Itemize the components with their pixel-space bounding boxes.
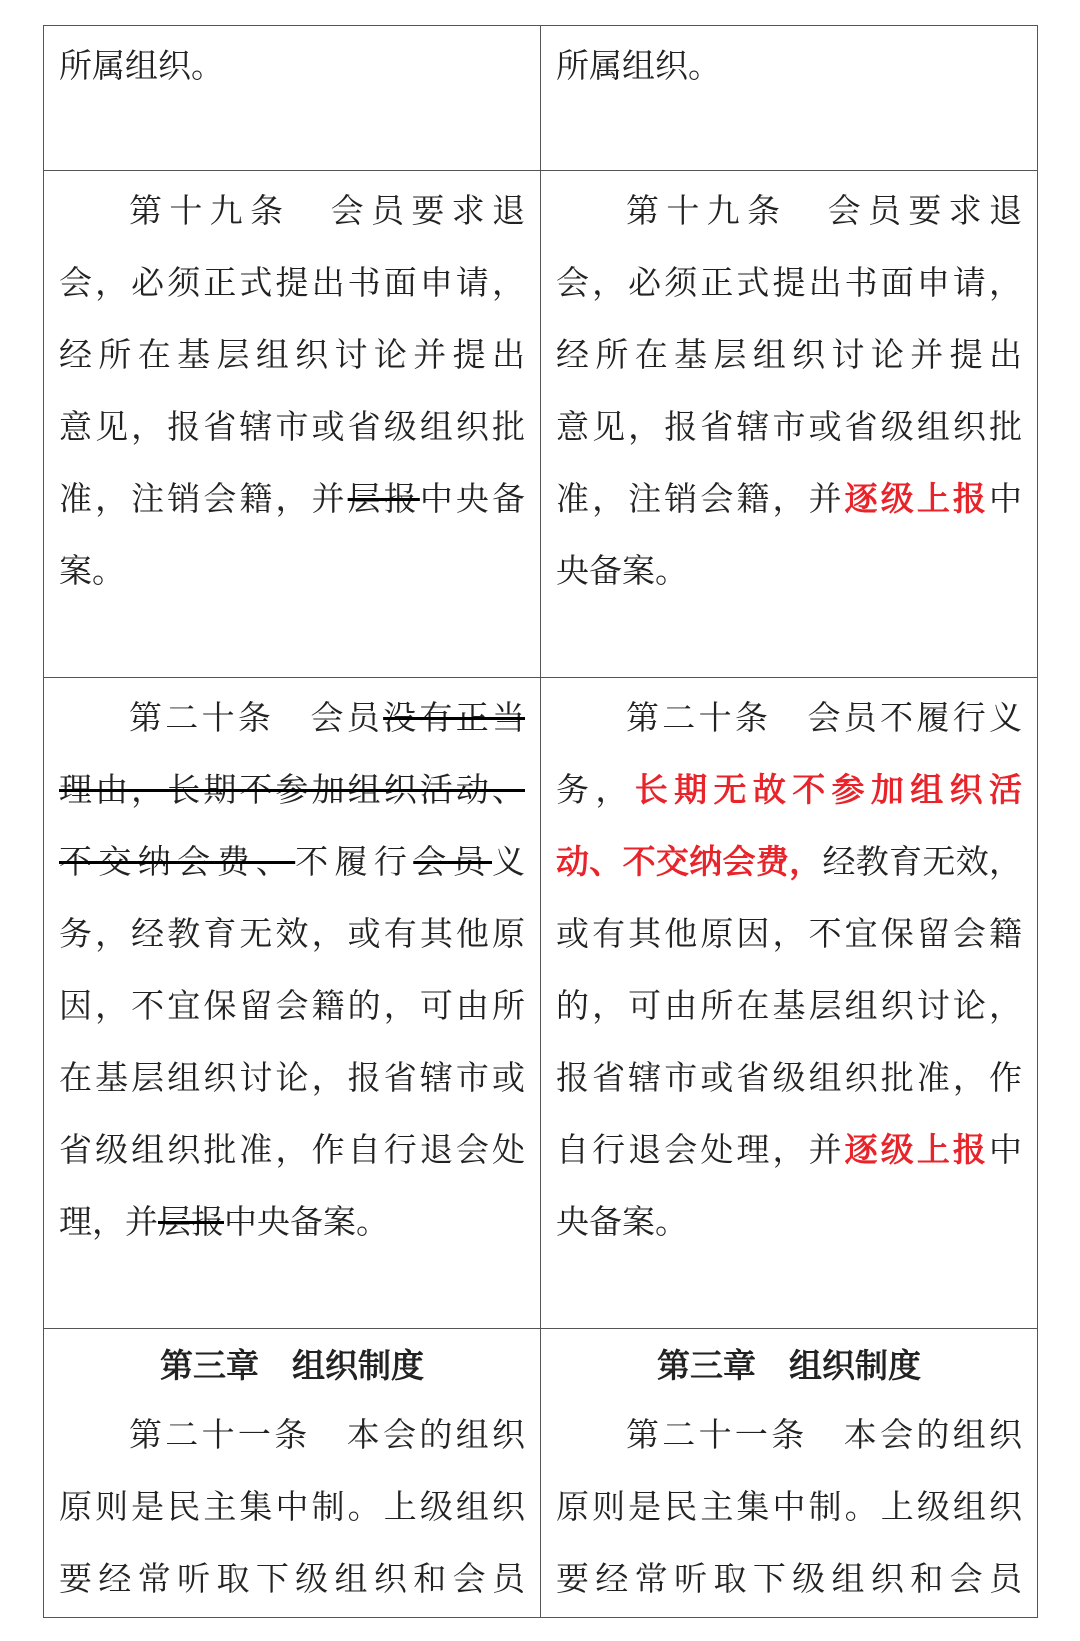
text-line — [556, 175, 1022, 247]
text-segment: 理，并 — [59, 1202, 158, 1241]
text-segment: 或有其他原因，不宜保留会籍 — [556, 914, 1022, 953]
added-text: 长期无故不参加组织活 — [634, 770, 1023, 809]
text-line — [59, 30, 525, 102]
text-line — [59, 1186, 525, 1258]
original-text-cell — [44, 171, 541, 678]
text-segment: 的，可由所在基层组织讨论， — [556, 986, 1022, 1025]
chapter-heading: 第三章 组织制度 — [160, 1346, 424, 1385]
text-line — [59, 319, 525, 391]
text-segment: 经所在基层组织讨论并提出 — [556, 335, 1022, 374]
text-line — [59, 898, 525, 970]
deleted-text: 会员 — [413, 842, 493, 881]
text-segment: 原则是民主集中制。上级组织 — [556, 1487, 1022, 1526]
text-segment: 中央备案。 — [224, 1202, 389, 1241]
text-segment: 务，经教育无效，或有其他原 — [59, 914, 525, 953]
added-text: 逐级上报 — [844, 1130, 990, 1169]
text-segment: 在基层组织讨论，报省辖市或 — [59, 1058, 525, 1097]
deleted-text: 不交纳会费、 — [59, 842, 296, 881]
text-line — [556, 1186, 1022, 1258]
chapter-heading: 第三章 组织制度 — [657, 1346, 921, 1385]
text-segment: 中 — [989, 1130, 1023, 1169]
text-segment: 案。 — [59, 551, 125, 590]
text-line — [59, 1543, 525, 1615]
text-line — [59, 1114, 525, 1186]
table-row — [44, 678, 1038, 1329]
text-line — [556, 1399, 1022, 1471]
text-segment: 所属组织。 — [556, 46, 721, 85]
text-segment: 意见，报省辖市或省级组织批 — [59, 407, 525, 446]
deleted-text: 没有正当 — [383, 698, 526, 737]
text-line — [556, 682, 1022, 754]
added-text: 动、不交纳会费， — [556, 842, 823, 881]
text-line — [556, 1543, 1022, 1615]
text-line — [59, 247, 525, 319]
text-line — [59, 1399, 525, 1471]
table-row — [44, 171, 1038, 678]
text-line — [556, 391, 1022, 463]
text-segment: 义 — [492, 842, 526, 881]
added-text: 逐级上报 — [844, 479, 990, 518]
text-segment: 中 — [989, 479, 1023, 518]
text-segment: 原则是民主集中制。上级组织 — [59, 1487, 525, 1526]
text-segment: 务， — [556, 770, 635, 809]
text-line — [59, 754, 525, 826]
text-line — [59, 826, 525, 898]
text-line — [59, 970, 525, 1042]
text-segment: 意见，报省辖市或省级组织批 — [556, 407, 1022, 446]
deleted-text: 理由，长期不参加组织活动、 — [59, 770, 525, 809]
text-segment: 第二十条 会员 — [129, 698, 384, 737]
text-segment: 经教育无效， — [822, 842, 1023, 881]
table-row — [44, 1329, 1038, 1618]
text-line — [556, 826, 1022, 898]
text-segment: 准，注销会籍，并 — [59, 479, 348, 518]
text-segment: 第二十一条 本会的组织 — [129, 1415, 525, 1454]
text-segment: 中央备 — [419, 479, 526, 518]
text-line — [59, 463, 525, 535]
text-line — [59, 175, 525, 247]
text-segment: 因，不宜保留会籍的，可由所 — [59, 986, 525, 1025]
text-line — [59, 682, 525, 754]
text-segment: 要经常听取下级组织和会员 — [59, 1559, 525, 1598]
text-line — [59, 1042, 525, 1114]
text-line — [556, 319, 1022, 391]
deleted-text: 层报 — [158, 1202, 224, 1241]
text-line — [556, 247, 1022, 319]
text-segment: 央备案。 — [556, 551, 688, 590]
text-line — [556, 1114, 1022, 1186]
revised-text-cell — [541, 26, 1038, 171]
text-line — [556, 463, 1022, 535]
text-segment: 会，必须正式提出书面申请， — [556, 263, 1022, 302]
text-line — [556, 754, 1022, 826]
text-segment: 第十九条 会员要求退 — [626, 191, 1022, 230]
text-segment: 第二十条 会员不履行义 — [626, 698, 1022, 737]
text-segment: 央备案。 — [556, 1202, 688, 1241]
text-segment: 报省辖市或省级组织批准，作 — [556, 1058, 1022, 1097]
text-segment: 经所在基层组织讨论并提出 — [59, 335, 525, 374]
text-segment: 第十九条 会员要求退 — [129, 191, 525, 230]
revised-text-cell — [541, 1329, 1038, 1618]
revised-text-cell — [541, 678, 1038, 1329]
text-line — [59, 1471, 525, 1543]
text-segment: 所属组织。 — [59, 46, 224, 85]
original-text-cell — [44, 1329, 541, 1618]
text-line — [556, 898, 1022, 970]
text-line — [556, 535, 1022, 607]
text-segment: 省级组织批准，作自行退会处 — [59, 1130, 525, 1169]
text-segment: 准，注销会籍，并 — [556, 479, 845, 518]
text-segment: 自行退会处理，并 — [556, 1130, 845, 1169]
text-line — [556, 1471, 1022, 1543]
text-segment: 要经常听取下级组织和会员 — [556, 1559, 1022, 1598]
text-line — [59, 535, 525, 607]
text-line — [59, 391, 525, 463]
comparison-table — [43, 25, 1038, 1618]
table-row — [44, 26, 1038, 171]
text-segment: 会，必须正式提出书面申请， — [59, 263, 525, 302]
text-line — [556, 1042, 1022, 1114]
deleted-text: 层报 — [347, 479, 420, 518]
text-segment: 不履行 — [295, 842, 414, 881]
revised-text-cell — [541, 171, 1038, 678]
text-line — [556, 30, 1022, 102]
original-text-cell — [44, 26, 541, 171]
text-line — [556, 970, 1022, 1042]
text-segment: 第二十一条 本会的组织 — [626, 1415, 1022, 1454]
original-text-cell — [44, 678, 541, 1329]
